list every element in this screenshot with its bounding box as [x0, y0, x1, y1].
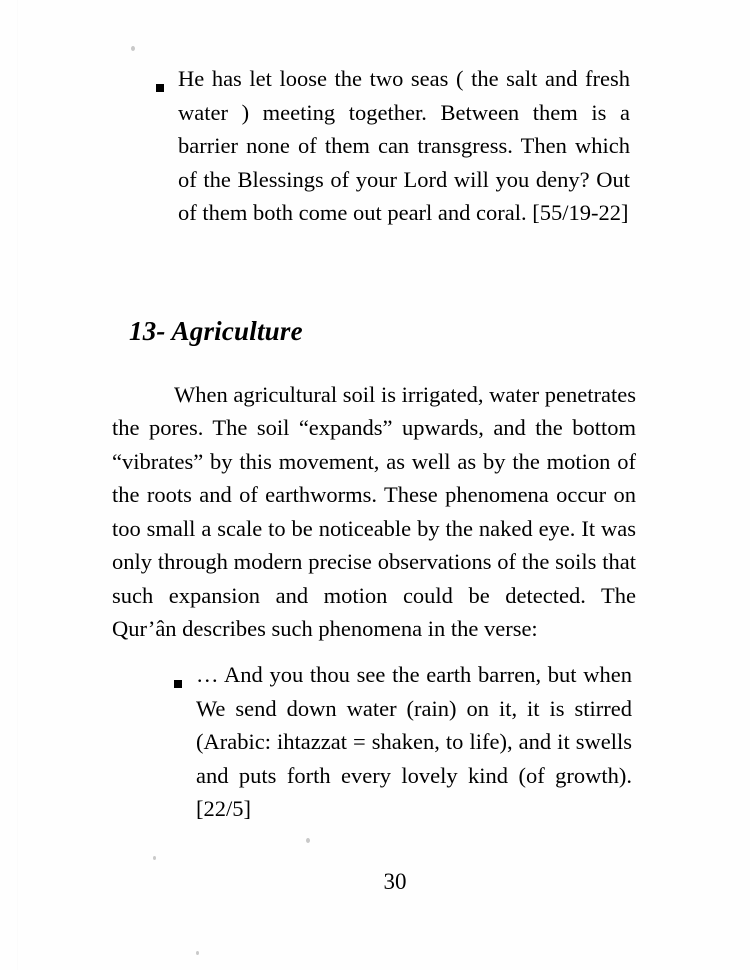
quote-block-earth-barren [196, 658, 632, 826]
scan-edge-artifact [17, 0, 18, 970]
body-paragraph: When agricultural soil is irrigated, water penetrates the pores. The soil “expands” upwards, and the bottom “vibrates” by this movement, as well as by the motion of the roots and of earthworms. These phenomena occur on too small a scale to be noticeable by the naked eye. It was only through modern precise observations of the soils that such expansion and motion could be detected. The Qur’ân describes such phenomena in the verse: [112, 381, 636, 641]
square-bullet-icon [156, 72, 164, 106]
page-number [0, 868, 750, 896]
square-bullet-icon [174, 668, 182, 702]
quote-two-text: … And you thou see the earth barren, but when We send down water (rain) on it, it is stirred (Arabic: ihtazzat = shaken, to life), and it swells and puts forth every lovely kind (of growth). [22/5] [196, 662, 632, 821]
quote-block-seas [178, 62, 630, 230]
quote-one-text: He has let loose the two seas ( the salt and fresh water ) meeting together. Between them is a barrier none of them can transgress. Then which of the Blessings of your Lord will you deny? Out of them both come out pearl and coral. [55/19-22] [178, 66, 630, 225]
scan-speck-artifact [131, 46, 135, 51]
section-heading: 13- Agriculture [129, 316, 303, 347]
scan-speck-artifact [306, 838, 310, 843]
page-number-value: 30 [383, 869, 407, 894]
scan-speck-artifact [196, 951, 199, 955]
scan-speck-artifact [153, 856, 156, 860]
